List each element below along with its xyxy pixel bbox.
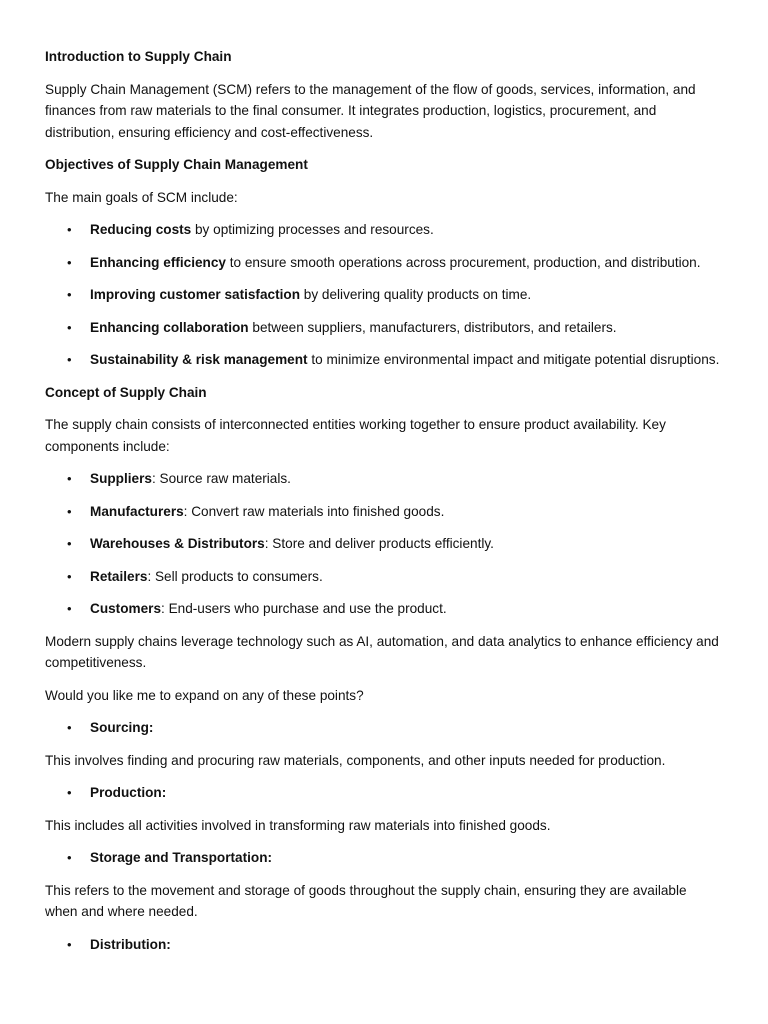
list-item-term: Improving customer satisfaction — [90, 287, 300, 302]
bullet-icon: • — [67, 601, 72, 616]
list-item-text: : Store and deliver products efficiently. — [264, 536, 494, 551]
list-item-term: Retailers — [90, 568, 148, 584]
list-item — [45, 501, 720, 523]
concept-lead: The supply chain consists of interconnected entities working together to ensure product availability. Key components include: — [45, 417, 666, 454]
stage-description: This refers to the movement and storage of goods throughout the supply chain, ensuring they are available when and where needed. — [45, 882, 687, 919]
list-item — [45, 468, 720, 490]
bullet-icon: • — [67, 287, 72, 302]
list-item-text: by optimizing processes and resources. — [191, 222, 434, 237]
stage-label: Storage and Transportation: — [90, 850, 273, 865]
list-item-text: to ensure smooth operations across procurement, production, and distribution. — [225, 254, 701, 270]
list-item — [45, 284, 720, 306]
list-item-text: : Convert raw materials into finished goods. — [183, 503, 445, 519]
objectives-heading: Objectives of Supply Chain Management — [45, 157, 308, 172]
intro-heading: Introduction to Supply Chain — [45, 49, 232, 64]
stage-label: Sourcing: — [90, 720, 154, 735]
list-item-term: Enhancing efficiency — [90, 254, 226, 270]
stage-label-item — [45, 717, 720, 739]
list-item-text: to minimize environmental impact and mitigate potential disruptions. — [307, 352, 720, 367]
bullet-icon: • — [67, 471, 72, 486]
list-item — [45, 533, 720, 555]
list-item-term: Manufacturers — [90, 503, 184, 519]
stage-distribution — [45, 934, 720, 956]
stage-label-item — [45, 782, 720, 804]
list-item — [45, 349, 720, 371]
bullet-icon: • — [67, 352, 72, 367]
bullet-icon: • — [67, 536, 72, 551]
stage-label-item — [45, 847, 720, 869]
stage-description: This includes all activities involved in transforming raw materials into finished goods. — [45, 817, 551, 833]
stage-description: This involves finding and procuring raw materials, components, and other inputs needed for production. — [45, 752, 666, 768]
stage-label: Distribution: — [90, 936, 171, 952]
components-list — [45, 468, 720, 620]
list-item-term: Customers — [90, 601, 162, 616]
list-item — [45, 566, 720, 588]
list-item-term: Sustainability & risk management — [90, 352, 308, 367]
bullet-icon: • — [67, 254, 72, 270]
stage-production — [45, 782, 720, 804]
list-item-text: by delivering quality products on time. — [300, 287, 532, 302]
list-item — [45, 219, 720, 241]
list-item-term: Enhancing collaboration — [90, 319, 249, 335]
list-item — [45, 598, 720, 620]
bullet-icon: • — [67, 936, 72, 952]
list-item-term: Reducing costs — [90, 222, 192, 237]
list-item-text: : Source raw materials. — [151, 471, 291, 486]
bullet-icon: • — [67, 503, 72, 519]
list-item — [45, 317, 720, 339]
objectives-lead: The main goals of SCM include: — [45, 189, 238, 205]
list-item-text: : End-users who purchase and use the product. — [161, 601, 447, 616]
concept-closing: Modern supply chains leverage technology such as AI, automation, and data analytics to enhance efficiency and competitiveness. — [45, 633, 719, 670]
bullet-icon: • — [67, 720, 72, 735]
stage-label: Production: — [90, 785, 167, 800]
bullet-icon: • — [67, 222, 72, 237]
expand-question: Would you like me to expand on any of these points? — [45, 687, 364, 703]
stage-storage-transportation — [45, 847, 720, 869]
bullet-icon: • — [67, 785, 72, 800]
stage-sourcing — [45, 717, 720, 739]
list-item-text: : Sell products to consumers. — [147, 568, 323, 584]
bullet-icon: • — [67, 568, 72, 584]
stage-label-item — [45, 934, 720, 956]
list-item-term: Warehouses & Distributors — [90, 536, 265, 551]
bullet-icon: • — [67, 319, 72, 335]
list-item-text: between suppliers, manufacturers, distributors, and retailers. — [248, 319, 617, 335]
concept-heading: Concept of Supply Chain — [45, 384, 207, 400]
objectives-list — [45, 219, 720, 371]
bullet-icon: • — [67, 850, 72, 865]
list-item-term: Suppliers — [90, 471, 152, 486]
intro-paragraph: Supply Chain Management (SCM) refers to the management of the flow of goods, services, information, and finances from raw materials to the final consumer. It integrates production, logistics, procurement, and distribution, ensuring efficiency and cost-effectiveness. — [45, 81, 696, 140]
list-item — [45, 252, 720, 274]
